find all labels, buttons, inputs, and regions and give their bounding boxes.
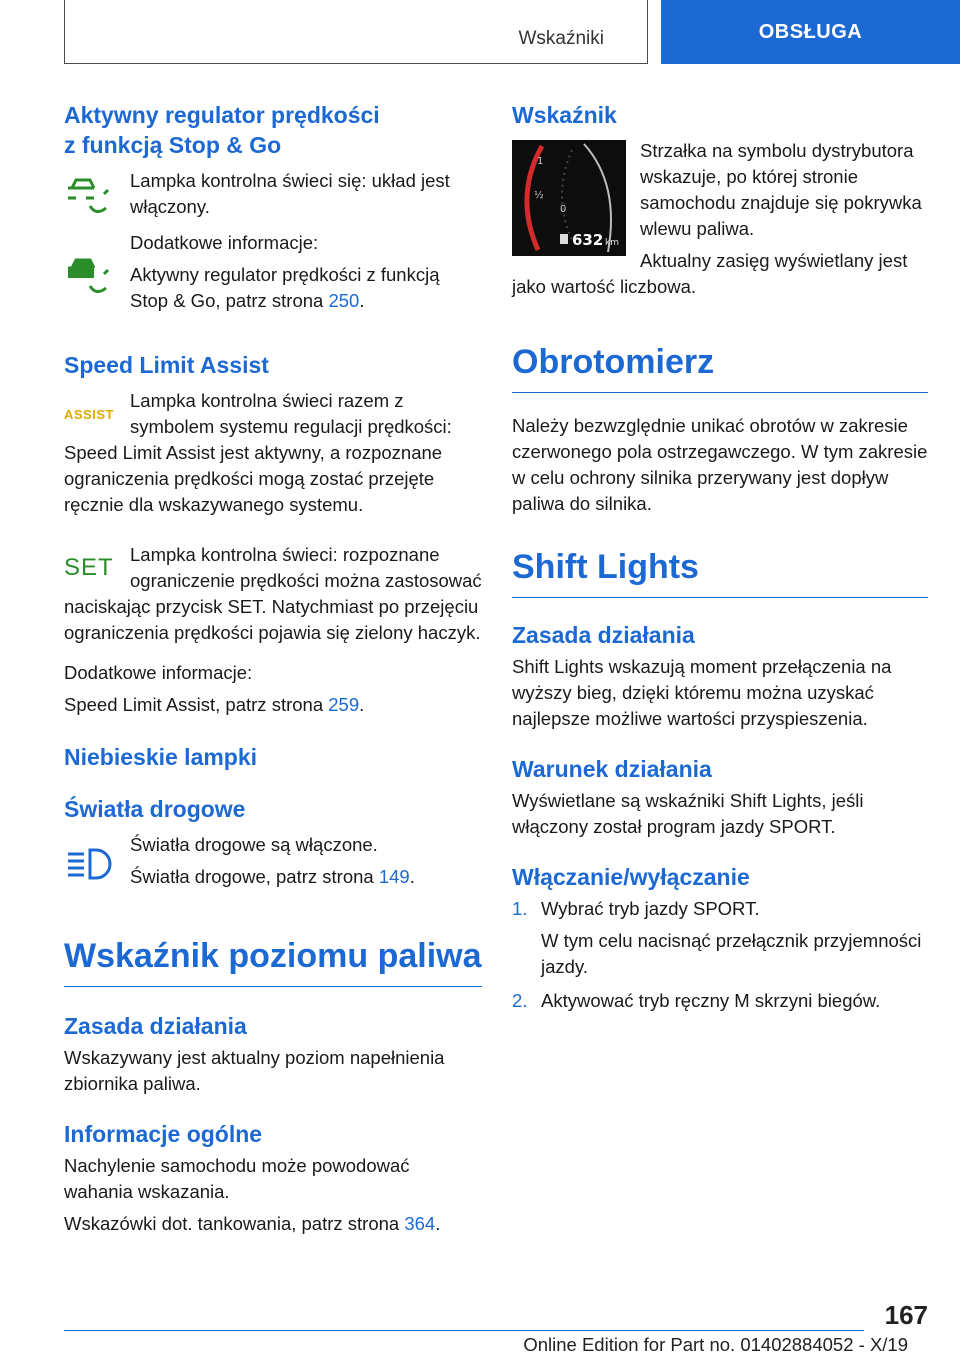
gauge-mark-1: 1: [537, 156, 544, 167]
indicator-heading: Wskaźnik: [512, 102, 617, 128]
fuel-general-heading: Informacje ogólne: [64, 1121, 263, 1147]
step-number: 1.: [512, 898, 528, 919]
shift-condition-heading: Warunek działania: [512, 756, 712, 782]
indicator-paragraph-2: Aktualny zasięg wyświetlany jest jako wartość liczbowa.: [512, 250, 908, 297]
set-block: [64, 542, 482, 646]
header-chapter-tab[interactable]: OBSŁUGA: [661, 0, 960, 64]
sla-paragraph-3: Dodatkowe informacje:: [64, 662, 253, 683]
list-item: [512, 988, 928, 1014]
sla-block: [64, 388, 482, 518]
gauge-mark-0: 0: [560, 204, 567, 215]
acc-stopgo-icon: [64, 230, 130, 310]
shift-principle-heading: Zasada działania: [512, 622, 695, 648]
high-beam-page-link[interactable]: 149: [378, 866, 410, 887]
step-text: Aktywować tryb ręczny M skrzyni biegów.: [541, 990, 881, 1011]
tachometer-heading: Obrotomierz: [512, 340, 928, 393]
shift-onoff-heading: Włączanie/wyłączanie: [512, 864, 750, 890]
high-beam-heading: Światła drogowe: [64, 796, 246, 822]
indicator-paragraph-1: Strzałka na symbolu dystrybutora wskazuje, po której stronie samochodu znajduje się pokrywka wlewu paliwa.: [640, 140, 922, 239]
list-item: [512, 896, 928, 980]
right-column: [512, 100, 928, 1014]
shift-condition-paragraph: Wyświetlane są wskaźniki Shift Lights, jeśli włączony został program jazdy SPORT.: [512, 790, 864, 837]
sla-paragraph-1: Lampka kontrolna świeci razem z symbolem systemu regulacji prędkości: Speed Limit Assist jest aktywny, a rozpoznane ograniczenia prędkości mogą zostać przejęte ręcznie dla wskazywanego systemu.: [64, 390, 452, 515]
acc-paragraph-2: Dodatkowe informacje:: [130, 232, 319, 253]
fuel-page-link[interactable]: 364: [404, 1213, 436, 1234]
high-beam-block: [64, 832, 482, 896]
acc-block: [64, 168, 482, 224]
fuel-general-paragraph-1: Nachylenie samochodu może powodować wahania wskazania.: [64, 1155, 410, 1202]
footer-edition: Online Edition for Part no. 01402884052 - X/19: [523, 1334, 908, 1355]
acc-info-block: [64, 230, 482, 314]
acc-paragraph-1: Lampka kontrolna świeci się: układ jest włączony.: [130, 170, 450, 217]
gauge-mark-half: ½: [534, 190, 544, 201]
footer-divider: [64, 1330, 864, 1331]
fuel-gauge-heading: Wskaźnik poziomu paliwa: [64, 934, 482, 987]
gauge-range-unit: km: [605, 238, 619, 248]
acc-on-icon: [64, 168, 130, 224]
high-beam-icon: [64, 832, 130, 896]
left-column: [64, 100, 482, 1237]
acc-page-link[interactable]: 250: [328, 290, 360, 311]
step-text: Wybrać tryb jazdy SPORT.: [541, 898, 760, 919]
sla-page-link[interactable]: 259: [328, 694, 360, 715]
shift-principle-paragraph: Shift Lights wskazują moment przełączenia na wyższy bieg, dzięki któremu można uzyskać najlepsze możliwe wartości przyspieszenia.: [512, 656, 892, 729]
step-number: 2.: [512, 990, 528, 1011]
tachometer-paragraph: Należy bezwzględnie unikać obrotów w zakresie czerwonego pola ostrzegawczego. W tym zakresie w celu ochrony silnika przerywany jest dopływ paliwa do silnika.: [512, 415, 928, 514]
assist-icon: ASSIST: [64, 406, 114, 422]
acc-heading: Aktywny regulator prędkości z funkcją Stop & Go: [64, 102, 380, 158]
sla-heading: Speed Limit Assist: [64, 352, 269, 378]
set-icon: SET: [64, 554, 114, 581]
fuel-general-paragraph-2: Wskazówki dot. tankowania, patrz strona 364.: [64, 1213, 441, 1234]
fuel-gauge-image: [512, 140, 626, 256]
gauge-range-value: 632: [572, 231, 604, 249]
high-beam-paragraph-2: Światła drogowe, patrz strona 149.: [130, 866, 415, 887]
sla-paragraph-4: Speed Limit Assist, patrz strona 259.: [64, 694, 365, 715]
acc-paragraph-3: Aktywny regulator prędkości z funkcją Stop & Go, patrz strona 250.: [130, 264, 440, 311]
indicator-block: [512, 138, 928, 300]
sla-paragraph-2: Lampka kontrolna świeci: rozpoznane ograniczenie prędkości można zastosować naciskając przycisk SET. Natychmiast po przejęciu ograniczenia prędkości pojawia się zielony haczyk.: [64, 544, 482, 643]
step-subtext: W tym celu nacisnąć przełącznik przyjemności jazdy.: [541, 930, 922, 977]
page-number: 167: [884, 1300, 928, 1330]
blue-lights-heading: Niebieskie lampki: [64, 744, 258, 770]
fuel-principle-paragraph: Wskazywany jest aktualny poziom napełnienia zbiornika paliwa.: [64, 1047, 445, 1094]
header-section-title: Wskaźniki: [518, 28, 604, 49]
fuel-principle-heading: Zasada działania: [64, 1013, 247, 1039]
high-beam-paragraph-1: Światła drogowe są włączone.: [130, 834, 378, 855]
shift-lights-heading: Shift Lights: [512, 545, 928, 598]
